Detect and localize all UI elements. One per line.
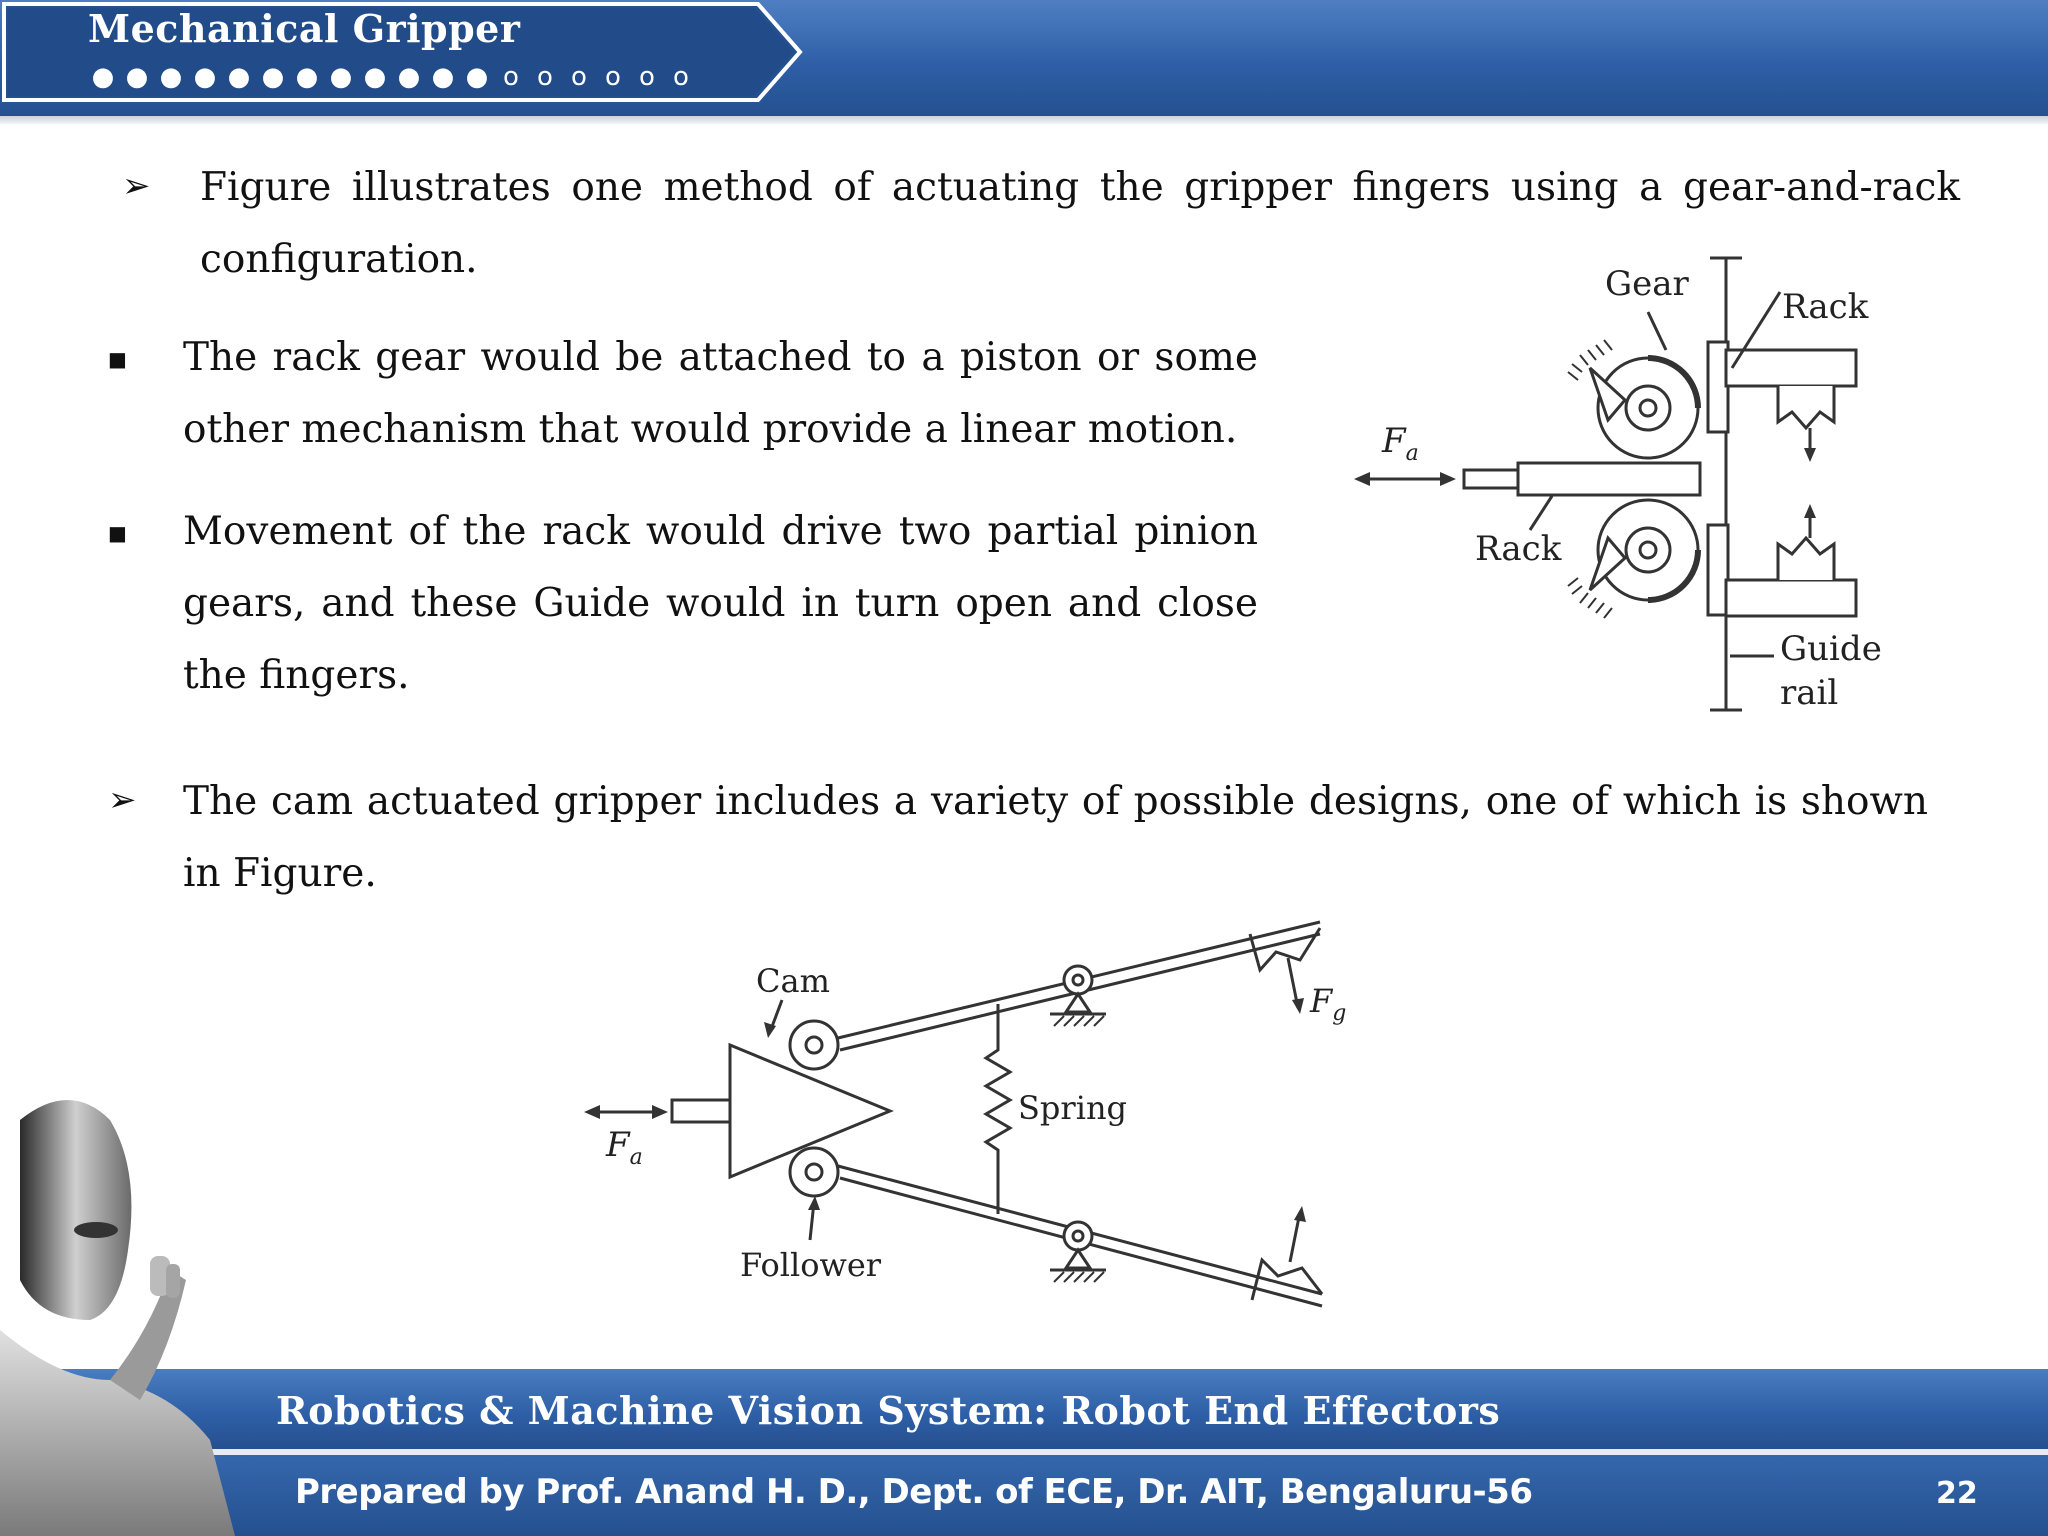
progress-dot-filled: ● [227, 62, 251, 92]
progress-dot-filled: ● [295, 62, 319, 92]
follower-label: Follower [740, 1246, 882, 1284]
rack-left-label: Rack [1475, 529, 1562, 569]
arrow-bullet-icon: ➢ [108, 780, 137, 820]
cam-intro-paragraph: The cam actuated gripper includes a variety of possible designs, one of which is shown in Figure. [183, 779, 1928, 896]
course-title: Robotics & Machine Vision System: Robot End Effectors [276, 1388, 1501, 1433]
square-bullet-icon: ■ [108, 521, 127, 545]
progress-dots [86, 62, 698, 92]
rail-label: rail [1780, 673, 1839, 713]
progress-dot-filled: ● [397, 62, 421, 92]
progress-dot-filled: ● [431, 62, 455, 92]
cam-gripper-diagram [570, 900, 1370, 1330]
author-credit: Prepared by Prof. Anand H. D., Dept. of ECE, Dr. AIT, Bengaluru-56 [295, 1472, 1533, 1512]
cam-label: Cam [756, 962, 830, 1000]
arrow-bullet-icon: ➢ [122, 166, 151, 206]
pinion-point-paragraph: Movement of the rack would drive two partial pinion gears, and these Guide would in turn open and close the fingers. [183, 509, 1258, 698]
progress-dot-filled: ● [363, 62, 387, 92]
progress-dot-filled: ● [159, 62, 183, 92]
progress-dot-filled: ● [329, 62, 353, 92]
progress-dot-empty: o [537, 62, 553, 92]
actuator-rack [1518, 463, 1700, 495]
rack-point-paragraph: The rack gear would be attached to a piston or some other mechanism that would provide a linear motion. [183, 335, 1258, 452]
progress-dot-filled: ● [465, 62, 489, 92]
gear-label: Gear [1605, 264, 1689, 304]
cam-fa-label: $F_a$ [606, 1125, 643, 1170]
robot-image [0, 1080, 260, 1536]
progress-dot-filled: ● [193, 62, 217, 92]
progress-dot-empty: o [673, 62, 689, 92]
progress-dot-filled: ● [125, 62, 149, 92]
fg-label: $F_g$ [1310, 982, 1347, 1026]
progress-dot-empty: o [571, 62, 587, 92]
progress-dot-filled: ● [261, 62, 285, 92]
square-bullet-icon: ■ [108, 347, 127, 371]
intro-paragraph: Figure illustrates one method of actuating the gripper fingers using a gear-and-rack configuration. [200, 165, 1960, 282]
rack-pinion-diagram [1340, 250, 1900, 725]
progress-dot-empty: o [503, 62, 519, 92]
progress-dot-empty: o [639, 62, 655, 92]
spring [986, 1004, 1010, 1214]
rack-top-label: Rack [1782, 287, 1869, 327]
spring-label: Spring [1018, 1089, 1128, 1127]
fa-label: $F_a$ [1382, 421, 1419, 466]
header-divider [0, 116, 2048, 124]
guide-label: Guide [1780, 629, 1882, 669]
progress-dot-filled: ● [91, 62, 115, 92]
progress-dot-empty: o [605, 62, 621, 92]
slide-title: Mechanical Gripper [88, 6, 521, 51]
slide-number: 22 [1936, 1476, 1978, 1511]
